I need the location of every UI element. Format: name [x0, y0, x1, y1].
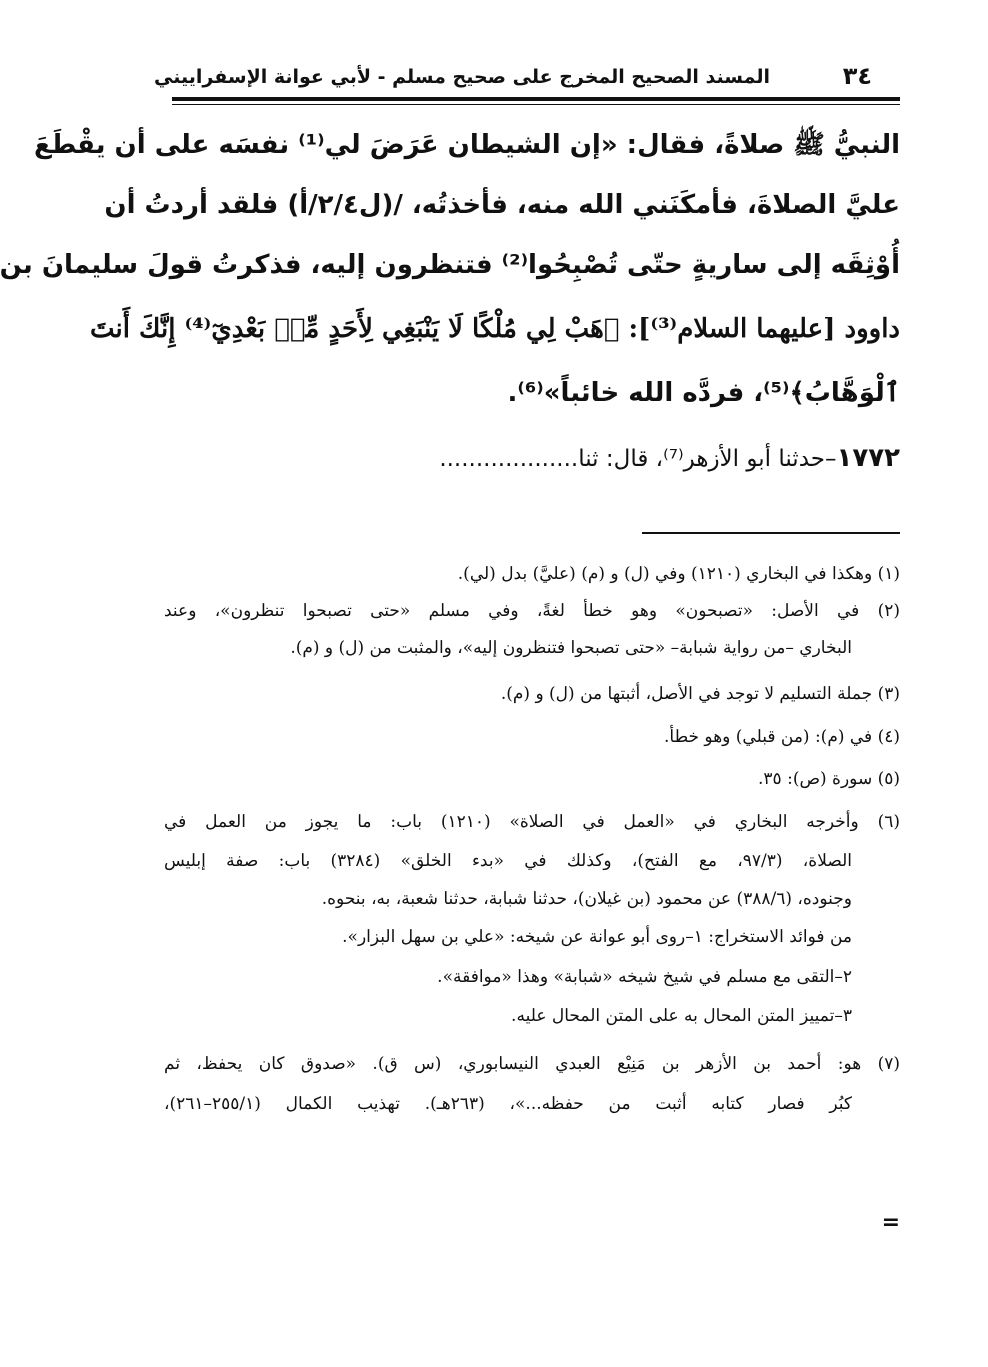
footnote-line: (٣) جملة التسليم لا توجد في الأصل، أثبتها من (ل) و (م). [500, 684, 900, 704]
footnote-line: (٥) سورة (ص): ٣٥. [758, 769, 900, 789]
running-title: المسند الصحيح المخرج على صحيح مسلم - لأبي عوانة الإسفراييني [154, 66, 770, 88]
main-text-line: عليَّ الصلاةَ، فأمكَنَني الله منه، فأخذتُه، /(ل٢/٤/أ) فلقد أردتُ أن [104, 190, 900, 220]
footnote-line: من فوائد الاستخراج: ١–روى أبو عوانة عن شيخه: «علي بن سهل البزار». [342, 927, 852, 947]
hadith-number: ١٧٧٢ [836, 443, 900, 473]
header-rule-thick [172, 97, 900, 101]
main-text-line: أُوْثِقَه إلى ساريةٍ حتّى تُصْبِحُوا⁽²⁾ فتنظرون إليه، فذكرتُ قولَ سليمانَ بن [0, 250, 900, 280]
footnote-line: وجنوده، (٣٨٨/٦) عن محمود (بن غيلان)، حدثنا شبابة، حدثنا شعبة، به، بنحوه. [321, 889, 852, 909]
footnote-line: ٢–التقى مع مسلم في شيخ شيخه «شبابة» وهذا «موافقة». [437, 967, 852, 987]
page-header [154, 62, 900, 98]
footnote-line: (٢) في الأصل: «تصبحون» وهو خطأ لغةً، وفي مسلم «حتى تصبحوا تنظرون»، وعند [164, 601, 900, 621]
page-number: ٣٤ [842, 62, 872, 90]
footnote-line: (٧) هو: أحمد بن الأزهر بن مَنِيْع العبدي النيسابوري، (س ق). «صدوق كان يحفظ، ثم [164, 1054, 900, 1074]
hadith-opening-line [164, 436, 900, 480]
header-rule-thin [172, 104, 900, 105]
footnote-continuation-mark: = [881, 1210, 900, 1235]
footnote-line: (١) وهكذا في البخاري (١٢١٠) وفي (ل) و (م) (عليَّ) بدل (لي). [457, 564, 900, 584]
main-text-line: النبيُّ ﷺ صلاةً، فقال: «إن الشيطان عَرَضَ لي⁽¹⁾ نفسَه على أن يقْطَعَ [33, 130, 900, 160]
footnote-separator [642, 532, 900, 534]
main-text-line: داوود [عليهما السلام⁽³⁾]: ﴿هَبْ لِي مُلْكًا لَا يَنْبَغِي لِأَحَدٍ مِّنۢ بَعْدِيٓ⁽⁴⁾ إِنَّكَ أَنتَ [90, 314, 900, 344]
footnote-line: البخاري –من رواية شبابة– «حتى تصبحوا فتنظرون إليه»، والمثبت من (ل) و (م). [290, 638, 852, 658]
hadith-dots: ................... [439, 446, 579, 472]
footnote-line: (٤) في (م): (من قبلي) وهو خطأ. [663, 727, 900, 747]
main-text-line: ٱلْوَهَّابُ﴾⁽⁵⁾، فردَّه الله خائباً»⁽⁶⁾. [507, 378, 900, 408]
hadith-isnad-start: –حدثنا أبو الأزهر⁽⁷⁾، قال: ثنا [578, 446, 837, 472]
footnote-line: ٣–تمييز المتن المحال به على المتن المحال عليه. [511, 1006, 852, 1026]
footnote-line: كبُر فصار كتابه أثبت من حفظه...»، (٢٦٣هـ). تهذيب الكمال (٢٥٥/١–٢٦١)، [164, 1094, 853, 1114]
footnote-line: الصلاة، (٩٧/٣، مع الفتح)، وكذلك في «بدء الخلق» (٣٢٨٤) باب: صفة إبليس [164, 851, 852, 871]
footnote-line: (٦) وأخرجه البخاري في «العمل في الصلاة» (١٢١٠) باب: ما يجوز من العمل في [164, 812, 900, 832]
